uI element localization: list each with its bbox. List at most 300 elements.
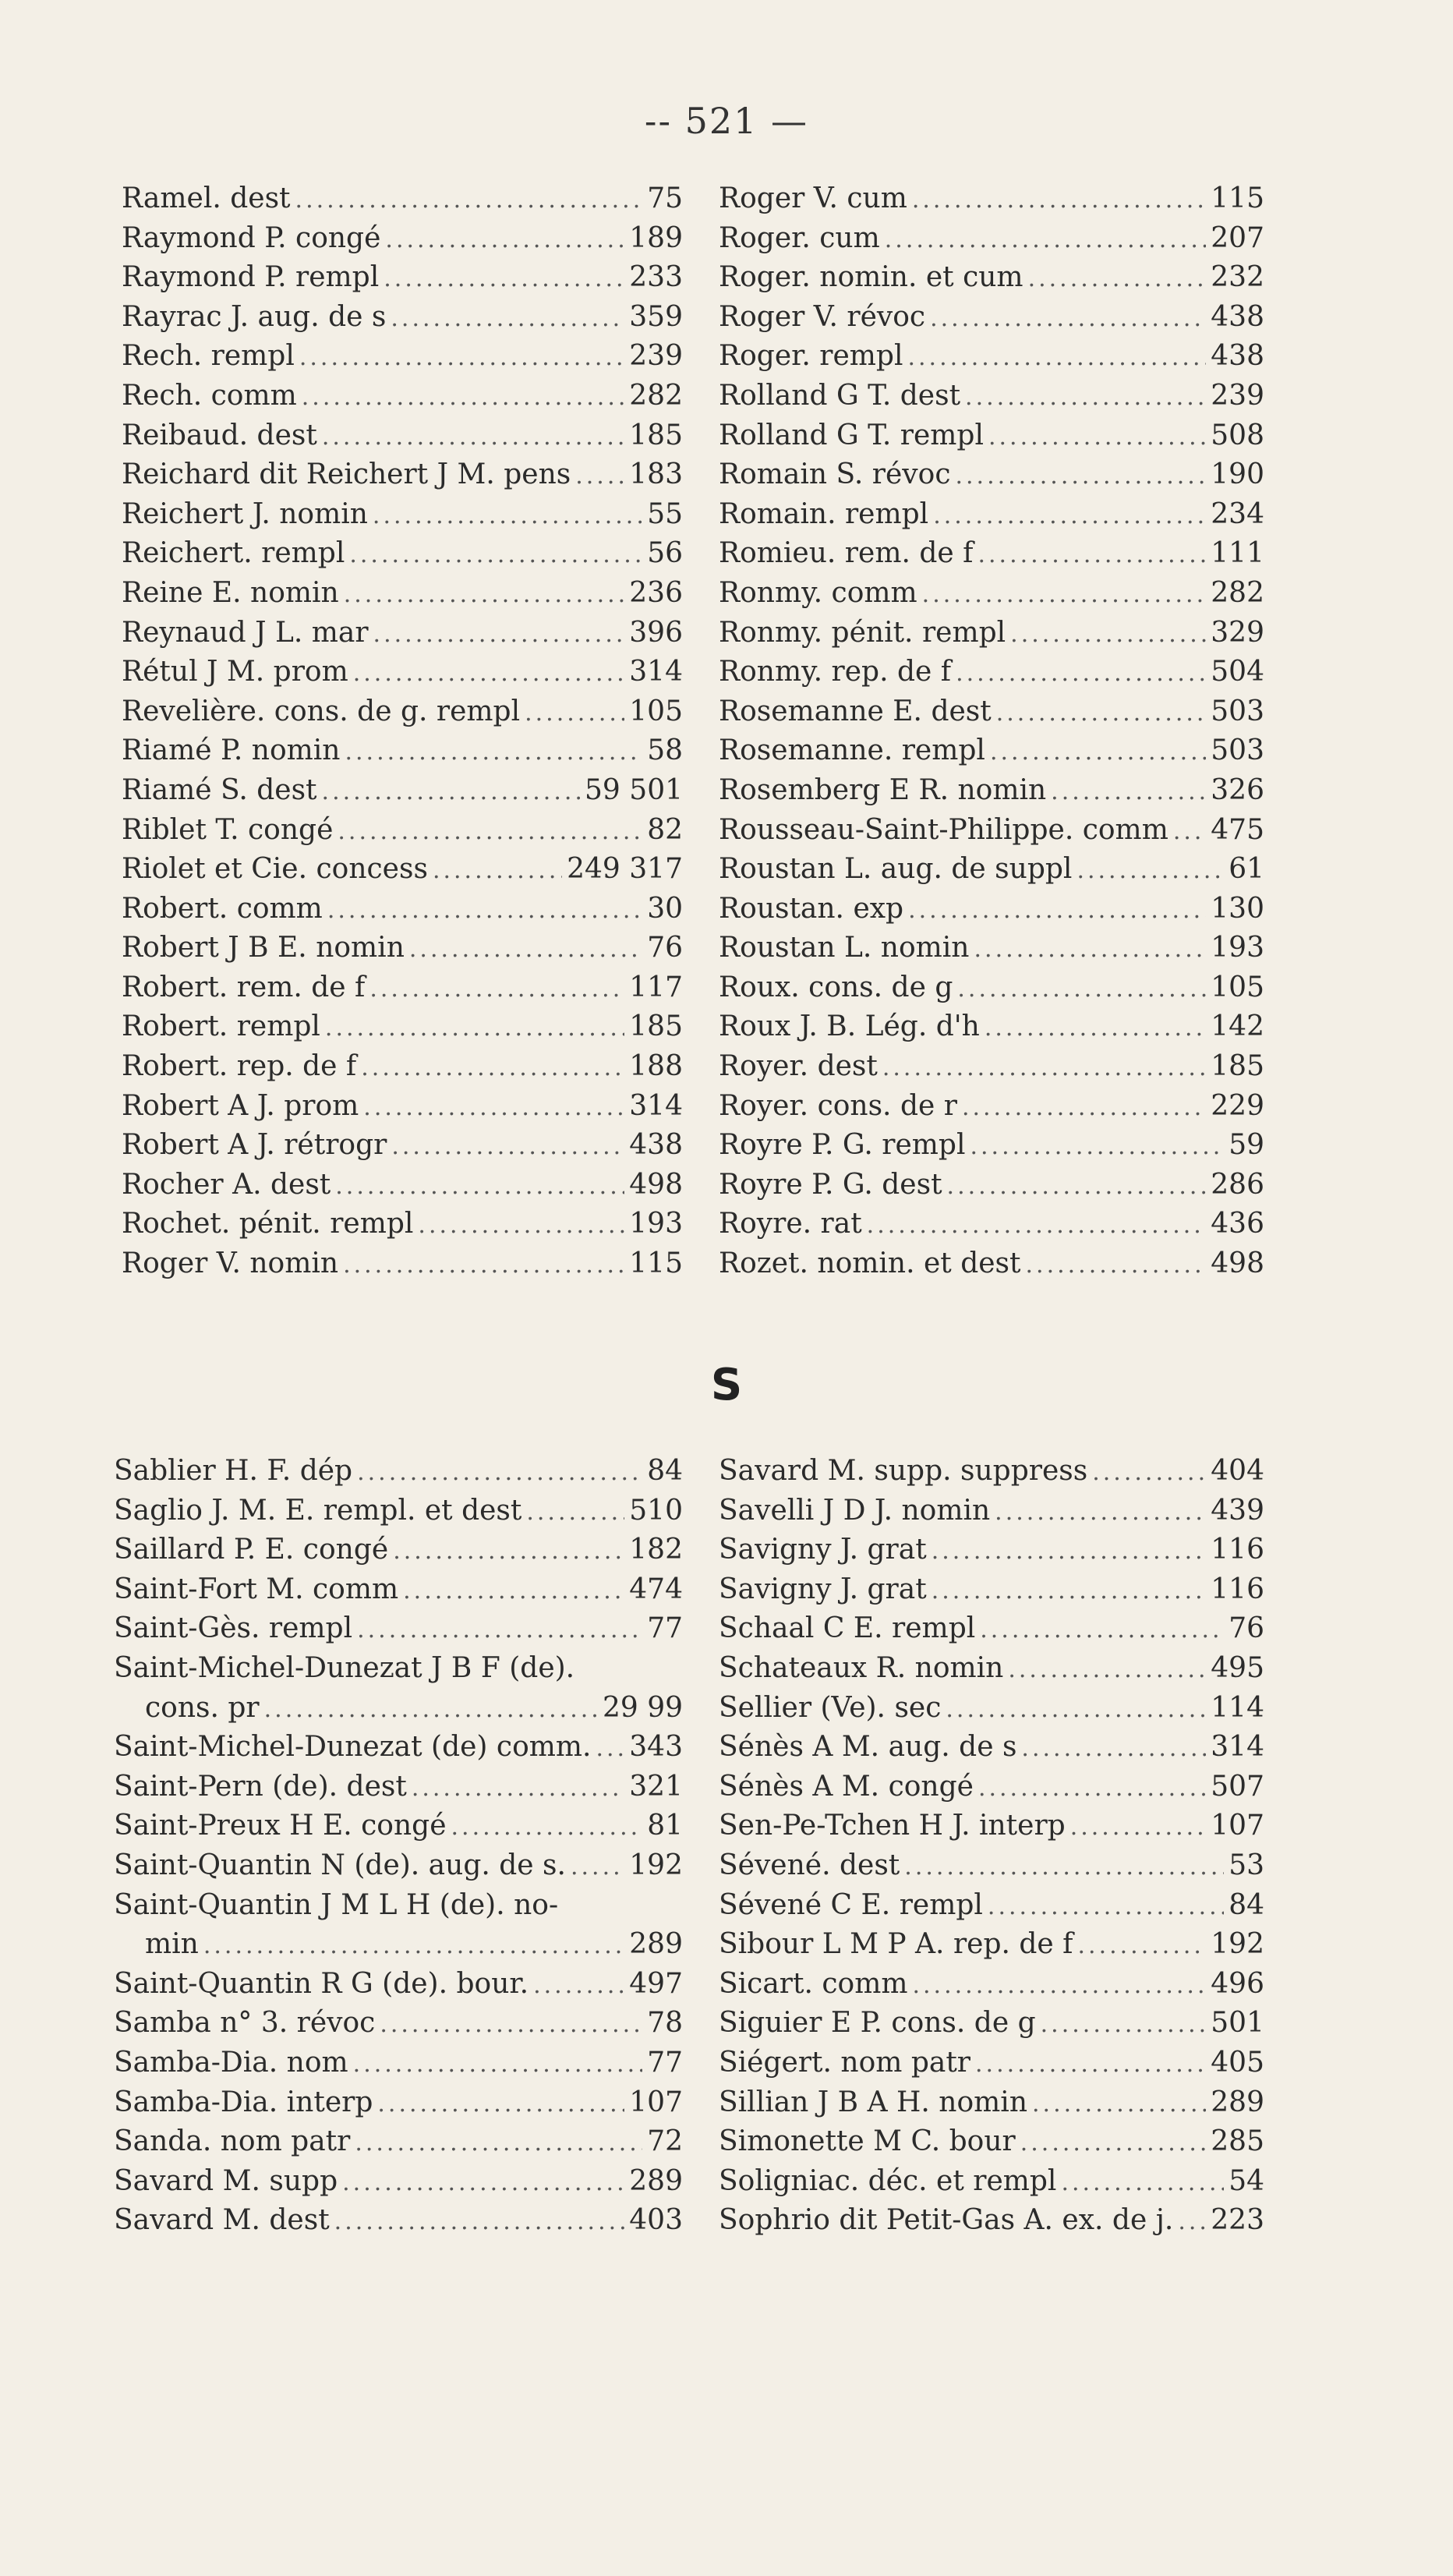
leader-dots [922,575,1207,614]
leader-dots [322,773,581,812]
index-column-s-left [114,1452,683,2241]
leader-dots [1041,2005,1207,2044]
leader-dots [974,930,1207,969]
leader-dots [384,260,624,299]
entry-label: Romain. rempl [719,497,929,530]
leader-dots [373,497,642,536]
entry-label: Roger. nomin. et cum [719,261,1023,294]
index-entry [122,455,683,495]
entry-label: Roustan. exp [719,892,904,925]
leader-dots [912,1966,1206,2005]
leader-dots [571,1848,624,1887]
leader-dots [1070,1808,1207,1847]
entry-pages: 82 [647,813,683,846]
index-entry [719,219,1264,259]
index-entry [122,771,683,811]
entry-label: Saint-Quantin J M L H (de). no- [114,1888,559,1921]
entry-pages: 229 [1211,1089,1264,1122]
index-entry [719,1007,1264,1047]
entry-label: Rosemberg E R. nomin [719,773,1047,806]
leader-dots [907,338,1206,377]
entry-pages: 233 [629,261,683,294]
entry-pages: 76 [1229,1612,1264,1645]
index-entry [122,574,683,614]
index-entry [114,1689,683,1729]
entry-label: Sénès A M. congé [719,1770,974,1803]
leader-dots [526,1493,624,1532]
leader-dots [1092,1453,1206,1492]
entry-label: Ramel. dest [122,182,291,214]
index-entry [719,1047,1264,1087]
leader-dots [1061,2164,1224,2203]
entry-label: Saint-Quantin R G (de). bour. [114,1967,529,2000]
entry-label: Rousseau-Saint-Philippe. comm [719,813,1168,846]
index-entry [719,258,1264,298]
entry-pages: 76 [647,932,683,964]
entry-label: Sévené C E. rempl [719,1888,983,1921]
entry-pages: 114 [1211,1691,1264,1724]
index-entry [719,968,1264,1008]
entry-pages: 474 [629,1573,683,1605]
leader-dots [393,1532,624,1571]
index-entry [719,890,1264,929]
leader-dots [353,2045,643,2084]
entry-pages: 282 [629,379,683,412]
entry-pages: 329 [1211,616,1264,649]
index-entry [719,2043,1264,2083]
entry-label: Saglio J. M. E. rempl. et dest [114,1494,522,1527]
entry-label: Saint-Pern (de). dest [114,1770,407,1803]
leader-dots [327,891,642,930]
index-entry [719,1649,1264,1689]
leader-dots [353,654,625,693]
index-entry [719,692,1264,732]
leader-dots [302,378,625,417]
entry-pages: 496 [1211,1967,1264,2000]
entry-label: Sillian J B A H. nomin [719,2086,1027,2118]
entry-label: Roux. cons. de g [719,971,953,1003]
entry-pages: 314 [629,1089,683,1122]
entry-pages: 192 [1211,1928,1264,1961]
entry-pages: 188 [629,1050,683,1083]
entry-pages: 475 [1211,813,1264,846]
entry-label: Roustan L. nomin [719,932,970,964]
entry-pages: 185 [629,419,683,451]
entry-pages: 105 [629,695,683,727]
entry-pages: 405 [1211,2046,1264,2079]
index-column-s-right [719,1452,1264,2241]
leader-dots [912,181,1206,220]
entry-pages: 77 [647,1612,683,1645]
entry-label: Reine E. nomin [122,576,339,609]
leader-dots [990,733,1206,772]
entry-label: Rech. comm [122,379,297,412]
entry-label: Reynaud J L. mar [122,616,369,649]
index-entry [122,811,683,851]
leader-dots [988,418,1206,457]
index-entry [719,1728,1264,1767]
entry-label: Revelière. cons. de g. rempl [122,695,521,727]
entry-pages: 321 [629,1770,683,1803]
index-entry [719,179,1264,219]
entry-pages: 55 [647,497,683,530]
entry-label: Schaal C E. rempl [719,1612,976,1645]
entry-pages: 404 [1211,1455,1264,1487]
index-entry [122,258,683,298]
entry-pages: 61 [1229,853,1264,886]
entry-label: Samba n° 3. révoc [114,2007,376,2040]
index-entry [719,455,1264,495]
entry-label: Romieu. rem. de f [719,537,974,570]
entry-label: Sénès A M. aug. de s [719,1731,1017,1764]
entry-pages: 30 [647,892,683,925]
entry-pages: 438 [1211,300,1264,333]
leader-dots [1020,2124,1207,2163]
leader-dots [946,1690,1206,1729]
index-entry [719,1846,1264,1886]
leader-dots [203,1927,624,1966]
entry-pages: 507 [1211,1770,1264,1803]
entry-label: Sellier (Ve). sec [719,1691,942,1724]
index-entry [719,2004,1264,2043]
entry-label: Romain S. révoc [719,458,951,491]
index-entry [122,929,683,968]
leader-dots [947,1167,1207,1206]
entry-pages: 289 [629,1928,683,1961]
entry-pages: 77 [647,2046,683,2079]
entry-pages: 117 [629,971,683,1003]
entry-pages: 501 [1211,2007,1264,2040]
index-entry [719,2201,1264,2241]
leader-dots [1008,1651,1206,1690]
entry-label: Roger V. révoc [719,300,926,333]
entry-label: Siguier E P. cons. de g [719,2007,1036,2040]
leader-dots [418,1206,624,1245]
leader-dots [970,1127,1224,1166]
entry-label: Ronmy. comm [719,576,917,609]
entry-label: Sibour L M P A. rep. de f [719,1928,1073,1961]
index-entry [114,1965,683,2005]
index-entry [114,2162,683,2202]
leader-dots [357,1453,642,1492]
entry-label: Riamé S. dest [122,773,317,806]
leader-dots [343,1246,624,1285]
index-entry [719,377,1264,416]
entry-pages: 72 [647,2125,683,2158]
entry-pages: 115 [629,1247,683,1280]
index-entry [114,1649,683,1689]
index-entry [719,495,1264,535]
index-entry [719,1491,1264,1531]
entry-label: Sévené. dest [719,1849,900,1881]
leader-dots [361,1049,624,1088]
index-entry [122,1205,683,1244]
entry-label: Saint-Gès. rempl [114,1612,353,1645]
leader-dots [342,2164,624,2203]
index-entry [719,2162,1264,2202]
entry-label: cons. pr [145,1691,260,1724]
leader-dots [1178,2203,1206,2242]
index-entry [719,534,1264,574]
leader-dots [1173,812,1206,851]
entry-pages: 207 [1211,221,1264,254]
entry-pages: 84 [1229,1888,1264,1921]
index-entry [122,495,683,535]
index-entry [122,968,683,1008]
index-entry [114,2083,683,2123]
leader-dots [533,1966,624,2005]
entry-pages: 503 [1211,695,1264,727]
entry-pages: 326 [1211,773,1264,806]
entry-pages: 239 [629,340,683,373]
entry-pages: 115 [1211,182,1264,214]
leader-dots [975,2045,1206,2084]
index-entry [122,337,683,377]
entry-label: Savard M. dest [114,2204,330,2237]
entry-label: Rosemanne E. dest [719,695,992,727]
index-entry [122,890,683,929]
entry-label: Roux J. B. Lég. d'h [719,1010,980,1043]
leader-dots [978,1769,1206,1808]
index-entry [122,614,683,653]
entry-pages: 84 [647,1455,683,1487]
entry-pages: 396 [629,616,683,649]
entry-pages: 234 [1211,497,1264,530]
leader-dots [409,930,642,969]
entry-label: Saint-Fort M. comm [114,1573,399,1605]
entry-label: Sicart. comm [719,1967,908,2000]
entry-label: Robert. rempl [122,1010,320,1043]
entry-label: Reichert. rempl [122,537,345,570]
index-entry [122,653,683,692]
leader-dots [412,1769,624,1808]
entry-pages: 498 [629,1168,683,1201]
entry-label: Roustan L. aug. de suppl [719,853,1073,886]
index-entry [719,2122,1264,2162]
leader-dots [908,891,1206,930]
entry-label: Ronmy. rep. de f [719,656,952,688]
entry-pages: 107 [1211,1810,1264,1842]
index-entry [122,692,683,732]
index-entry [114,2201,683,2241]
index-entry [122,377,683,416]
index-entry [719,731,1264,771]
entry-label: Rolland G T. dest [719,379,961,412]
entry-pages: 105 [1211,971,1264,1003]
index-entry [114,1570,683,1610]
leader-dots [1051,773,1206,812]
entry-label: Savard M. supp [114,2164,338,2197]
entry-label: Siégert. nom patr [719,2046,971,2079]
index-entry [122,179,683,219]
index-entry [114,1886,683,1926]
entry-label: Saint-Quantin N (de). aug. de s. [114,1849,566,1881]
entry-label: Rocher A. dest [122,1168,331,1201]
leader-dots [965,378,1206,417]
entry-label: Robert. rem. de f [122,971,366,1003]
entry-pages: 189 [629,221,683,254]
entry-pages: 116 [1211,1573,1264,1605]
entry-pages: 282 [1211,576,1264,609]
entry-pages: 359 [629,300,683,333]
leader-dots [867,1206,1207,1245]
index-entry [719,1126,1264,1166]
leader-dots [1026,1246,1207,1285]
leader-dots [885,221,1207,260]
entry-label: Raymond P. rempl [122,261,380,294]
index-entry [122,1166,683,1205]
entry-pages: 183 [629,458,683,491]
entry-pages: 75 [647,182,683,214]
index-entry [114,2004,683,2043]
index-entry [719,1244,1264,1284]
index-entry [719,614,1264,653]
entry-label: Ronmy. pénit. rempl [719,616,1006,649]
index-entry [122,1087,683,1127]
index-entry [122,1047,683,1087]
entry-label: Reichard dit Reichert J M. pens [122,458,571,491]
entry-label: Sablier H. F. dép [114,1455,353,1487]
leader-dots [596,1729,624,1768]
leader-dots [357,1611,642,1650]
entry-label: Roger. cum [719,221,880,254]
index-entry [114,1452,683,1491]
entry-pages: 81 [647,1810,683,1842]
entry-pages: 249 317 [567,853,683,886]
entry-label: Saillard P. E. congé [114,1534,389,1566]
entry-pages: 54 [1229,2164,1264,2197]
page-number: -- 521 — [644,100,809,142]
entry-label: Rosemanne. rempl [719,734,985,767]
entry-pages: 59 [1229,1129,1264,1162]
leader-dots [391,299,624,338]
index-entry [719,653,1264,692]
leader-dots [956,654,1206,693]
entry-label: Riamé P. nomin [122,734,341,767]
entry-pages: 59 501 [585,773,683,806]
leader-dots [344,575,625,614]
entry-pages: 185 [1211,1050,1264,1083]
entry-label: Rozet. nomin. et dest [719,1247,1021,1280]
entry-pages: 438 [1211,340,1264,373]
entry-label: Rech. rempl [122,340,295,373]
leader-dots [334,2203,625,2242]
entry-label: Robert. comm [122,892,323,925]
entry-pages: 182 [629,1534,683,1566]
entry-label: Schateaux R. nomin [719,1651,1004,1684]
index-entry [114,1491,683,1531]
entry-label: Royre. rat [719,1208,862,1240]
entry-label: Royre P. G. rempl [719,1129,966,1162]
entry-label: Reibaud. dest [122,419,317,451]
leader-dots [904,1848,1224,1887]
index-entry [719,771,1264,811]
index-entry [122,416,683,456]
index-entry [719,337,1264,377]
leader-dots [363,1088,624,1127]
entry-label: Robert. rep. de f [122,1050,357,1083]
entry-label: Saint-Michel-Dunezat J B F (de). [114,1651,575,1684]
entry-pages: 185 [629,1010,683,1043]
leader-dots [978,536,1206,575]
entry-label: Simonette M C. bour [719,2125,1016,2158]
leader-dots [355,2124,642,2163]
index-column-r-left [122,179,683,1284]
entry-label: Savelli J D J. nomin [719,1494,991,1527]
entry-label: Royre P. G. dest [719,1168,942,1201]
index-entry [719,850,1264,890]
entry-pages: 504 [1211,656,1264,688]
entry-label: Sanda. nom patr [114,2125,351,2158]
entry-pages: 192 [629,1849,683,1881]
entry-label: Robert J B E. nomin [122,932,405,964]
leader-dots [525,694,624,733]
entry-pages: 193 [1211,932,1264,964]
index-column-r-right [719,179,1264,1284]
index-entry [114,1846,683,1886]
leader-dots [264,1690,598,1729]
entry-label: Roger. rempl [719,340,903,373]
entry-label: Savard M. supp. suppress [719,1455,1088,1487]
index-entry [114,1767,683,1807]
entry-label: Reichert J. nomin [122,497,368,530]
leader-dots [322,418,624,457]
leader-dots [988,1888,1224,1927]
entry-pages: 78 [647,2007,683,2040]
index-entry [719,1087,1264,1127]
entry-label: Saint-Preux H E. congé [114,1810,447,1842]
entry-pages: 508 [1211,419,1264,451]
index-entry [122,731,683,771]
index-entry [719,929,1264,968]
index-entry [719,298,1264,338]
entry-label: min [145,1928,199,1961]
entry-label: Royer. cons. de r [719,1089,957,1122]
section-letter: S [710,1360,743,1410]
leader-dots [962,1088,1206,1127]
entry-label: Roger V. nomin [122,1247,339,1280]
entry-pages: 314 [1211,1731,1264,1764]
index-entry [719,1806,1264,1846]
entry-label: Samba-Dia. interp [114,2086,373,2118]
index-entry [719,1205,1264,1244]
index-entry [719,1530,1264,1570]
leader-dots [295,181,643,220]
entry-label: Riblet T. congé [122,813,334,846]
index-entry [719,1965,1264,2005]
entry-label: Rolland G T. rempl [719,419,984,451]
leader-dots [325,1009,624,1048]
entry-label: Savigny J. grat [719,1573,927,1605]
entry-pages: 193 [629,1208,683,1240]
entry-pages: 314 [629,656,683,688]
entry-pages: 56 [647,537,683,570]
leader-dots [1028,260,1207,299]
entry-label: Savigny J. grat [719,1534,927,1566]
entry-pages: 403 [629,2204,683,2237]
entry-label: Sen-Pe-Tchen H J. interp [719,1810,1066,1842]
entry-pages: 190 [1211,458,1264,491]
entry-pages: 53 [1229,1849,1264,1881]
entry-label: Robert A J. rétrogr [122,1129,387,1162]
index-entry [114,1925,683,1965]
leader-dots [985,1009,1206,1048]
index-entry [719,1570,1264,1610]
entry-pages: 236 [629,576,683,609]
entry-pages: 130 [1211,892,1264,925]
entry-label: Roger V. cum [719,182,907,214]
leader-dots [299,338,624,377]
